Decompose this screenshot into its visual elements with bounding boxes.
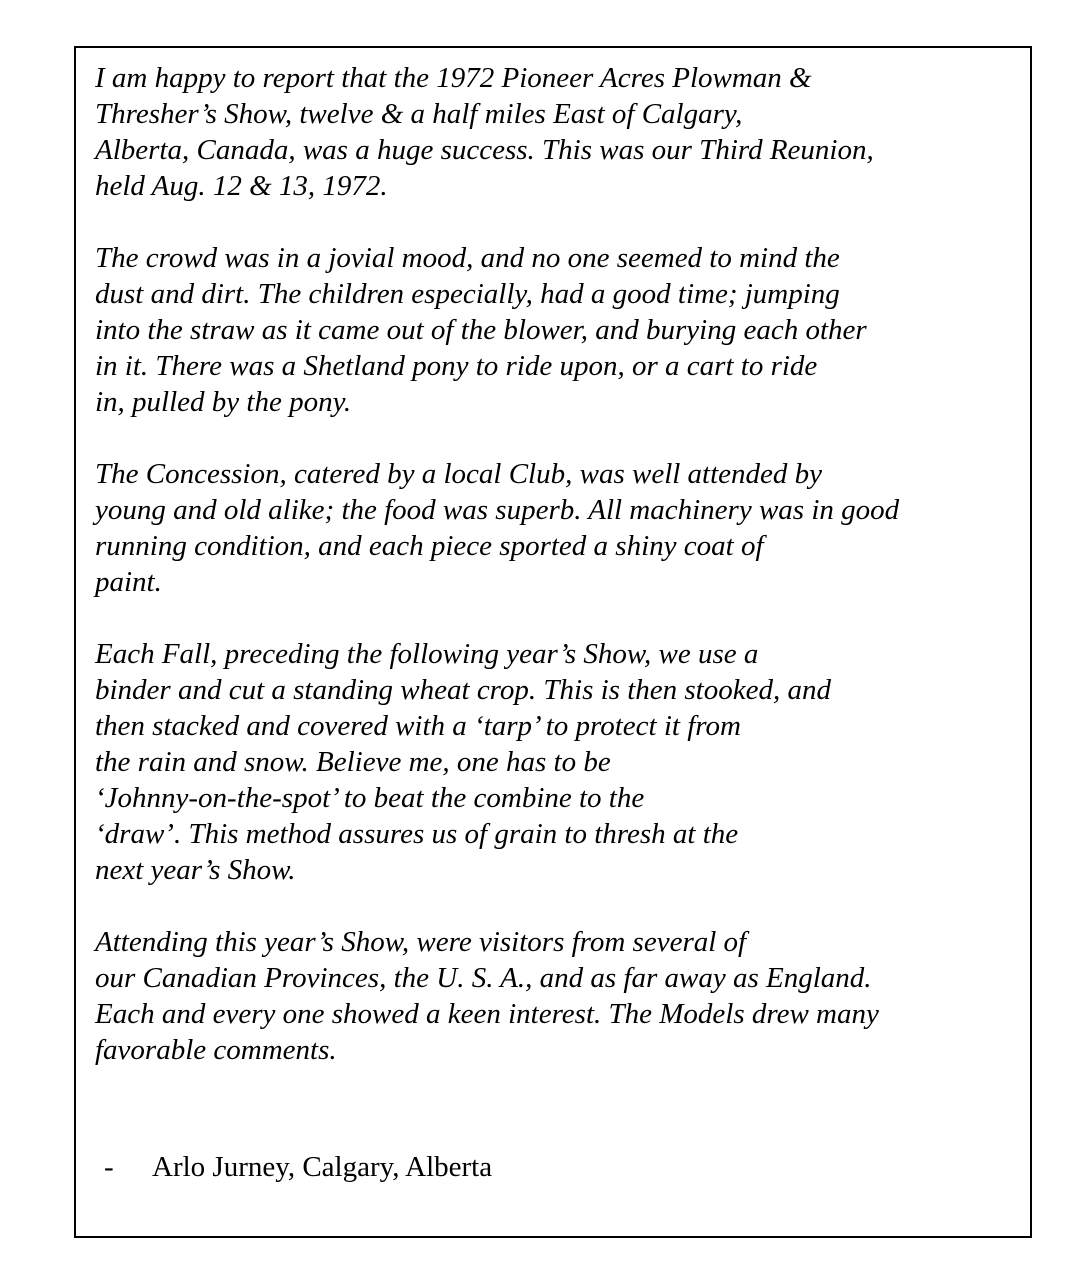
- text-line: ‘draw’. This method assures us of grain to thresh at the: [95, 818, 739, 850]
- text-line: I am happy to report that the 1972 Pioneer Acres Plowman &: [95, 62, 812, 94]
- text-line: Attending this year’s Show, were visitors from several of: [95, 926, 747, 958]
- text-line: Thresher’s Show, twelve & a half miles East of Calgary,: [95, 98, 743, 130]
- paragraph-3: [95, 456, 1015, 600]
- text-line: Each and every one showed a keen interest. The Models drew many: [95, 998, 879, 1030]
- paragraph-4: [95, 636, 1015, 888]
- text-line: young and old alike; the food was superb. All machinery was in good: [95, 494, 900, 526]
- text-line: in, pulled by the pony.: [95, 386, 352, 418]
- text-line: our Canadian Provinces, the U. S. A., and as far away as England.: [95, 962, 872, 994]
- text-line: Each Fall, preceding the following year’s Show, we use a: [95, 638, 759, 670]
- text-line: dust and dirt. The children especially, had a good time; jumping: [95, 278, 840, 310]
- text-line: then stacked and covered with a ‘tarp’ to protect it from: [95, 710, 741, 742]
- text-line: in it. There was a Shetland pony to ride upon, or a cart to ride: [95, 350, 818, 382]
- paragraph-2: [95, 240, 1015, 420]
- paragraph-1: [95, 60, 1015, 204]
- signature-dash: -: [104, 1151, 114, 1183]
- text-line: the rain and snow. Believe me, one has to be: [95, 746, 611, 778]
- text-line: The crowd was in a jovial mood, and no one seemed to mind the: [95, 242, 840, 274]
- text-line: paint.: [95, 566, 162, 598]
- text-line: binder and cut a standing wheat crop. This is then stooked, and: [95, 674, 831, 706]
- paragraph-5: [95, 924, 1015, 1068]
- text-line: favorable comments.: [95, 1034, 337, 1066]
- signature-text: Arlo Jurney, Calgary, Alberta: [152, 1151, 493, 1183]
- text-line: Alberta, Canada, was a huge success. This was our Third Reunion,: [95, 134, 874, 166]
- text-line: into the straw as it came out of the blower, and burying each other: [95, 314, 867, 346]
- text-line: running condition, and each piece sported a shiny coat of: [95, 530, 764, 562]
- text-line: ‘Johnny-on-the-spot’ to beat the combine to the: [95, 782, 645, 814]
- text-line: next year’s Show.: [95, 854, 296, 886]
- letter-body: [95, 60, 1015, 1104]
- text-line: The Concession, catered by a local Club, was well attended by: [95, 458, 823, 490]
- text-line: held Aug. 12 & 13, 1972.: [95, 170, 388, 202]
- signature: [104, 1149, 492, 1185]
